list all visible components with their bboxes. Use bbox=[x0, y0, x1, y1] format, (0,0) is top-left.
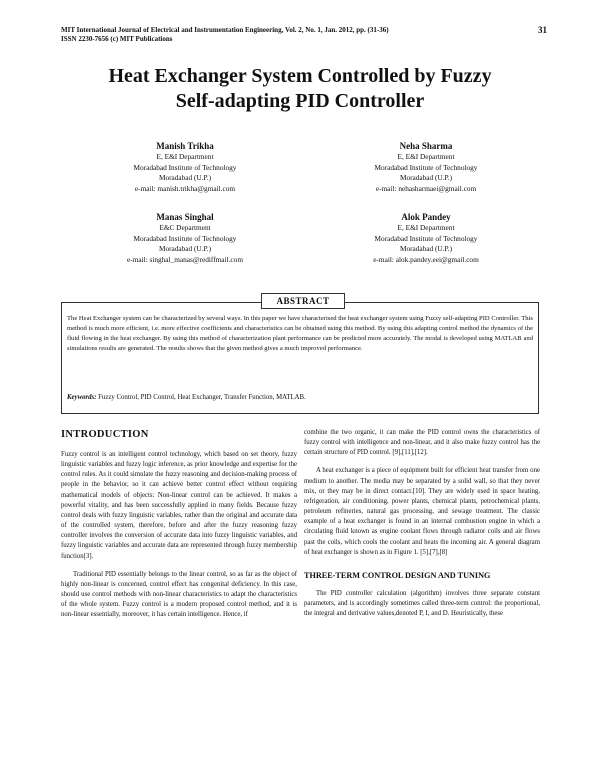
author-city: Moradabad (U.P.) bbox=[399, 244, 453, 253]
left-column bbox=[61, 428, 297, 621]
keywords-label: Keywords: bbox=[67, 394, 97, 401]
author-email[interactable]: e-mail: singhal_manas@rediffmail.com bbox=[126, 254, 243, 264]
author-city: Moradabad (U.P.) bbox=[158, 244, 212, 253]
author-email[interactable]: e-mail: alok.pandey.eei@gmail.com bbox=[373, 254, 479, 264]
author-name: Neha Sharma bbox=[399, 141, 453, 151]
issn-line: ISSN 2230-7656 (c) MIT Publications bbox=[61, 35, 173, 43]
author-institute: Moradabad Institute of Technology bbox=[374, 162, 478, 172]
body-paragraph: A heat exchanger is a piece of equipment built for efficient heat transfer from one medium to another. The media may be separated by a solid wall, so that they never mix, or they may be in direct contact.[10]. They are widely used in space heating, refrigeration, air conditioning, power plants, chemical plants, petrochemical plants, petroleum refineries, natural gas processing, and sewage treatment. The classic example of a heat exchanger is found in an internal combustion engine in which a circulating fluid known as engine coolant flows through radiator coils and air flows past the coils, which cools the coolant and heats the incoming air. A general diagram of heat exchanger is shown as in Figure 1. [5],[7],[8] bbox=[304, 467, 540, 556]
keywords-line bbox=[67, 393, 533, 403]
author-institute: Moradabad Institute of Technology bbox=[374, 233, 478, 243]
author-institute: Moradabad Institute of Technology bbox=[133, 162, 237, 172]
paper-title bbox=[30, 64, 570, 114]
body-paragraph: The PID controller calculation (algorithm) involves three separate constant parameters, and is accordingly sometimes called three-term control: the proportional, the integral and derivative values,denoted P, I, and D. Heuristically, these bbox=[304, 589, 540, 618]
section-heading-three-term: THREE-TERM CONTROL DESIGN AND TUNING bbox=[304, 570, 491, 580]
author-block-2 bbox=[316, 140, 536, 194]
author-name: Alok Pandey bbox=[401, 212, 451, 222]
author-dept: E, E&I Department bbox=[397, 152, 455, 161]
page-number: 31 bbox=[538, 25, 547, 35]
right-column bbox=[304, 428, 540, 619]
abstract-heading: ABSTRACT bbox=[261, 293, 345, 309]
running-header bbox=[61, 26, 547, 44]
title-line-2: Self-adapting PID Controller bbox=[175, 90, 425, 112]
author-name: Manish Trikha bbox=[156, 141, 214, 151]
author-institute: Moradabad Institute of Technology bbox=[133, 233, 237, 243]
body-paragraph: Traditional PID essentially belongs to the linear control, so as far as the object of highly non-linear is concerned, control effect has congenital deficiency. In this case, should use control methods with non-linear characteristics to adapt the characteristics of the whole system. Fuzzy control is a modern proposed control method, and it is non-linear essentially, moreover, it has certain intelligence. Hence, if bbox=[61, 570, 297, 619]
author-dept: E, E&I Department bbox=[397, 223, 455, 232]
author-email[interactable]: e-mail: manish.trikha@gmail.com bbox=[134, 183, 236, 193]
author-block-3 bbox=[75, 211, 295, 265]
body-paragraph: combine the two organic, it can make the PID control owns the characteristics of fuzzy control with intelligence and non-linear, and it also make fuzzy control has the certain structure of PID control. [9],[11],[12]. bbox=[304, 429, 540, 457]
author-city: Moradabad (U.P.) bbox=[399, 173, 453, 182]
author-city: Moradabad (U.P.) bbox=[158, 173, 212, 182]
title-line-1: Heat Exchanger System Controlled by Fuzzy bbox=[108, 65, 492, 87]
abstract-text: The Heat Exchanger system can be characterized by several ways. In this paper we have characterised the heat exchanger system using Fuzzy self-adapting PID Controller. This method is much more efficient, i.e. more effective coefficients and characteristics can be obtained using this method. By using this adapting control method the dynamics of the fluid flowing in the heat exchanger. By using this method of characterization plant performance can be predicted more accurately. The modal is developed using MATLAB and simulations results are generated. The results shows that the given method gives a much improved performance. bbox=[67, 315, 533, 353]
author-email[interactable]: e-mail: nehasharmaei@gmail.com bbox=[375, 183, 477, 193]
author-block-4 bbox=[316, 211, 536, 265]
author-block-1 bbox=[75, 140, 295, 194]
keywords-list: Fuzzy Control, PID Control, Heat Exchanger, Transfer Function, MATLAB. bbox=[98, 394, 306, 401]
body-paragraph: Fuzzy control is an intelligent control technology, which based on set theory, fuzzy linguistic variables and fuzzy logic inference, as prior knowledge and expertise for the control rules. As it could simulate the fuzzy reasoning and decision-making process of people in the behavior, so it can achieve better control effect without requiring mathematical models of objects: Non-linear control can be achieved. It makes a powerful vitality, and has been successfully applied in many fields. Because fuzzy control deals with fuzzy linguistic variables, rather than the original and accurate data of the controlled system, therefore, before and after the fuzzy reasoning fuzzy controller involves the conversion of accurate data into fuzzy linguistic variables, and fuzzy linguistic variables and accurate data are represented through fuzzy membership function[3]. bbox=[61, 451, 297, 560]
author-name: Manas Singhal bbox=[156, 212, 214, 222]
section-heading-introduction: INTRODUCTION bbox=[61, 429, 149, 440]
author-dept: E&C Department bbox=[159, 223, 211, 232]
author-dept: E, E&I Department bbox=[156, 152, 214, 161]
journal-citation: MIT International Journal of Electrical and Instrumentation Engineering, Vol. 2, No. 1, Jan. 2012, pp. (31-36) bbox=[61, 26, 389, 34]
